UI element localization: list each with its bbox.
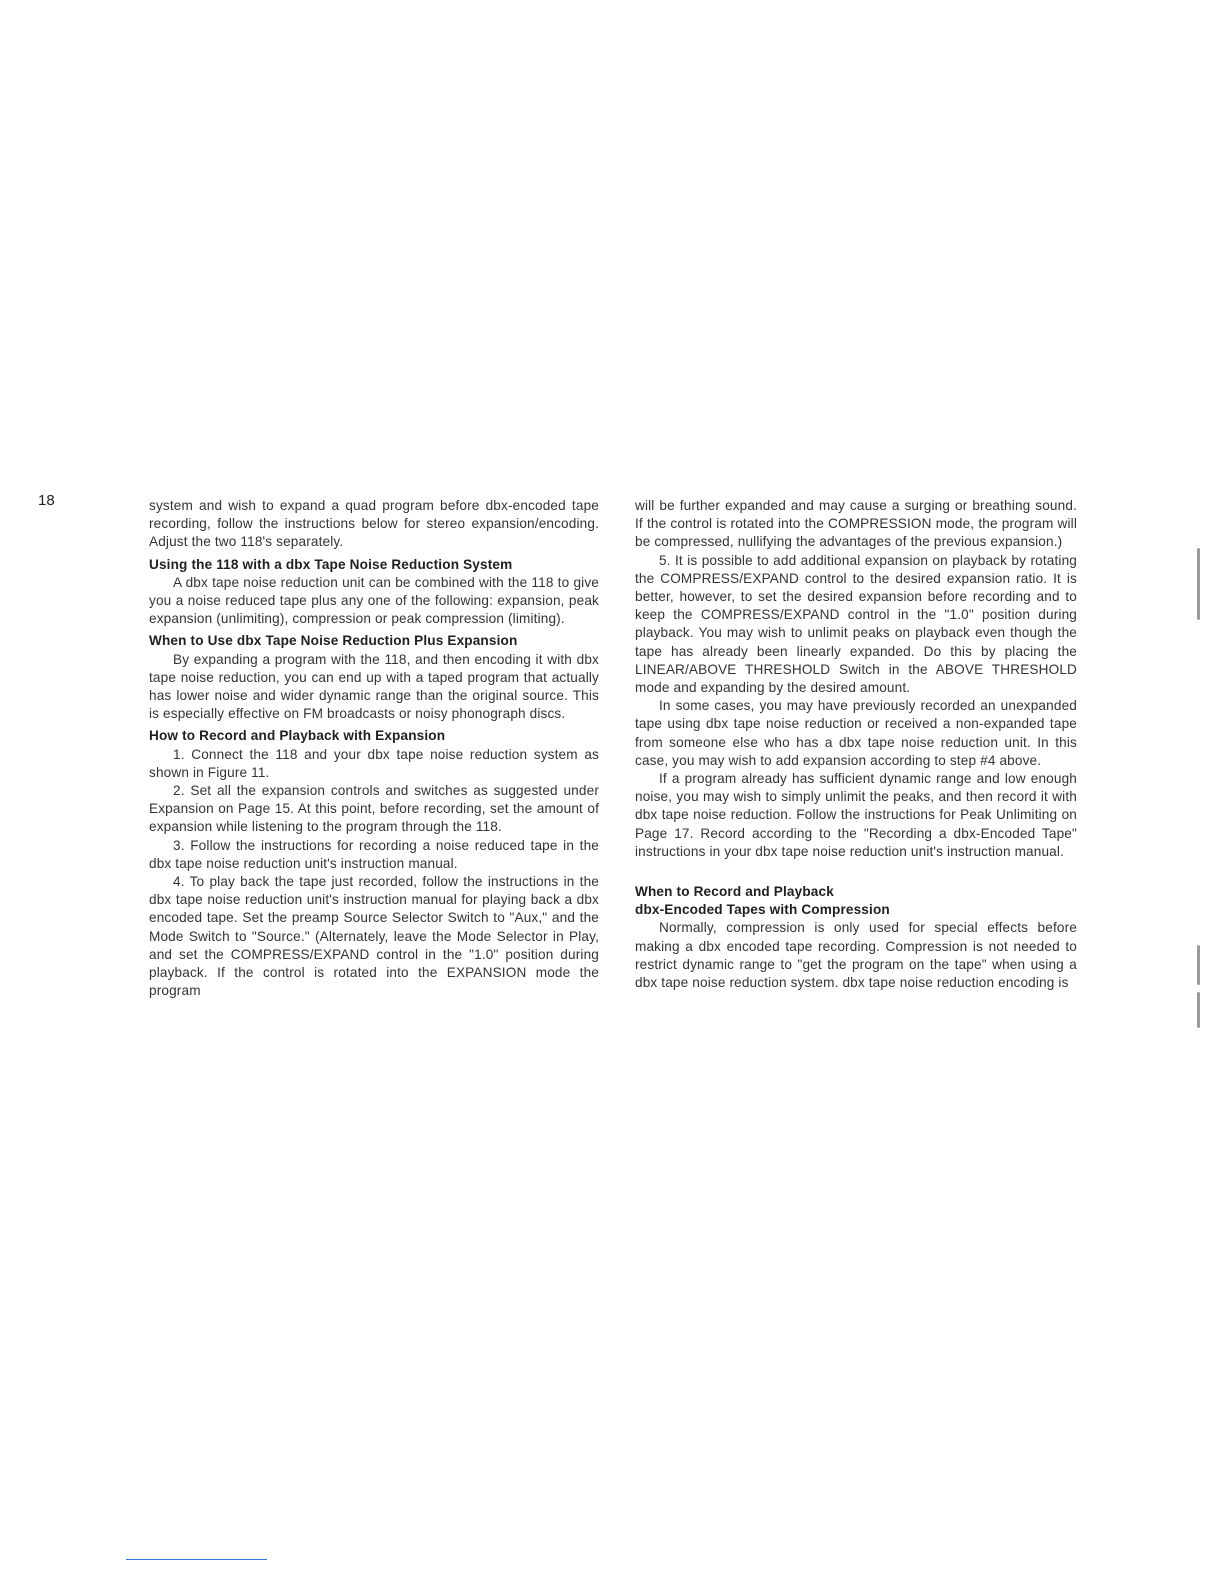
section-heading-when-to-use: When to Use dbx Tape Noise Reduction Plus Expansion xyxy=(149,633,518,649)
intro-paragraph: system and wish to expand a quad program before dbx-encoded tape recording, follow the instructions below for stereo expansion/encoding. Adjust the two 118's separately. xyxy=(149,498,599,550)
bottom-rule xyxy=(126,1559,267,1560)
step-3: 3. Follow the instructions for recording a noise reduced tape in the dbx tape noise reduction unit's instruction manual. xyxy=(149,837,599,871)
section-body-using-118: A dbx tape noise reduction unit can be combined with the 118 to give you a noise reduced tape plus any one of the following: expansion, peak expansion (unlimiting), compression or peak compression (limiting). xyxy=(149,574,599,627)
continuation-paragraph: will be further expanded and may cause a surging or breathing sound. If the control is rotated into the COMPRESSION mode, the program will be compressed, nullifying the advantages of the previous expansion.) xyxy=(635,498,1077,550)
left-column xyxy=(149,497,599,1000)
section-heading-compression-line2: dbx-Encoded Tapes with Compression xyxy=(635,902,890,918)
scan-edge-mark xyxy=(1197,992,1200,1028)
step-4: 4. To play back the tape just recorded, follow the instructions in the dbx tape noise reduction unit's instruction manual for playing back a dbx encoded tape. Set the preamp Source Selector Switch to "Aux," and the Mode Switch to "Source." (Alternately, leave the Mode Selector in Play, and set the COMPRESS/EXPAND control in the "1.0" position during playback. If the control is rotated into the EXPANSION mode the program xyxy=(149,874,599,999)
step-5: 5. It is possible to add additional expansion on playback by rotating the COMPRESS/EXPAND control to the desired expansion ratio. It is better, however, to set the desired expansion before recording and to keep the COMPRESS/EXPAND control in the "1.0" position during playback. You may wish to unlimit peaks on playback even though the tape has already been linearly expanded. Do this by placing the LINEAR/ABOVE THRESHOLD Switch in the ABOVE THRESHOLD mode and expanding by the desired amount. xyxy=(635,552,1077,696)
scan-edge-mark xyxy=(1197,945,1200,985)
scan-edge-mark xyxy=(1197,548,1200,620)
section-heading-how-to-record: How to Record and Playback with Expansion xyxy=(149,728,446,744)
right-column xyxy=(635,497,1077,992)
section-body-compression: Normally, compression is only used for special effects before making a dbx encoded tape recording. Compression is not needed to restrict dynamic range to "get the program on the tape" when using a dbx tape noise reduction system. dbx tape noise reduction encoding is xyxy=(635,920,1077,991)
paragraph-some-cases: In some cases, you may have previously recorded an unexpanded tape using dbx tape noise reduction or received a non-expanded tape from someone else who has a dbx tape noise reduction unit. In this case, you may wish to add expansion according to step #4 above. xyxy=(635,698,1077,768)
paragraph-dynamic-range: If a program already has sufficient dynamic range and low enough noise, you may wish to simply unlimit the peaks, and then record it with dbx tape noise reduction. Follow the instructions for Peak Unlimiting on Page 17. Record according to the "Recording a dbx-Encoded Tape" instructions in your dbx tape noise reduction unit's instruction manual. xyxy=(635,771,1077,859)
section-body-when-to-use: By expanding a program with the 118, and then encoding it with dbx tape noise reduction, you can end up with a taped program that actually has lower noise and wider dynamic range than the original source. This is especially effective on FM broadcasts or noisy phonograph discs. xyxy=(149,651,599,722)
section-heading-using-118: Using the 118 with a dbx Tape Noise Reduction System xyxy=(149,556,513,572)
step-1: 1. Connect the 118 and your dbx tape noise reduction system as shown in Figure 11. xyxy=(149,746,599,780)
page-number: 18 xyxy=(38,492,55,509)
step-2: 2. Set all the expansion controls and switches as suggested under Expansion on Page 15. At this point, before recording, set the amount of expansion while listening to the program through the 118. xyxy=(149,783,599,835)
section-heading-compression-line1: When to Record and Playback xyxy=(635,884,834,900)
